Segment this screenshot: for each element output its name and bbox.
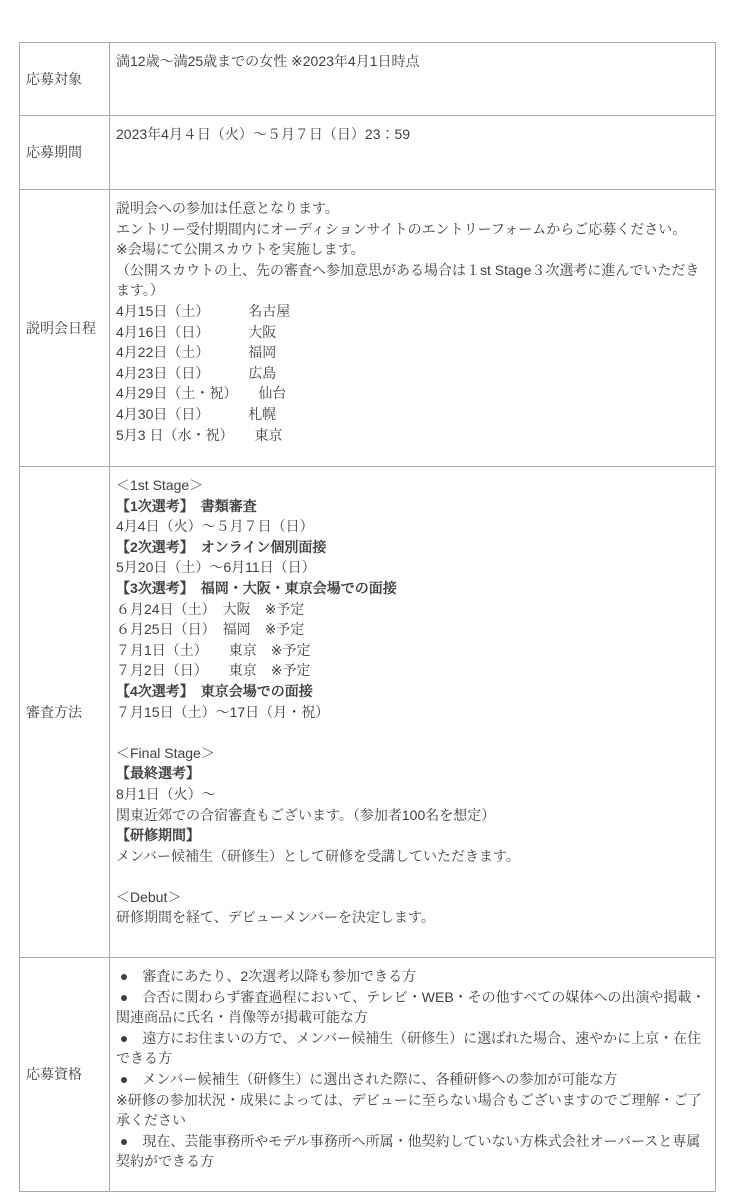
table-row xyxy=(20,958,716,1192)
content-line: ７月2日（日） 東京 ※予定 xyxy=(116,662,311,679)
row-content xyxy=(110,116,716,190)
content-line: 4月22日（土） 福岡 xyxy=(116,344,277,361)
content-line: ７月15日（土）～17日（月・祝） xyxy=(116,703,330,720)
content-line: 4月29日（土・祝） 仙台 xyxy=(116,385,287,402)
content-line: ６月24日（土） 大阪 ※予定 xyxy=(116,600,305,617)
row-label: 応募期間 xyxy=(20,116,110,190)
content-line: ６月25日（日） 福岡 ※予定 xyxy=(116,621,305,638)
content-line xyxy=(116,866,709,887)
content-line: 5月20日（土）～6月11日（日） xyxy=(116,559,316,576)
content-heading-line: 【3次選考】 福岡・大阪・東京会場での面接 xyxy=(116,579,397,596)
table-row xyxy=(20,116,716,190)
content-line xyxy=(116,722,709,743)
table-row xyxy=(20,190,716,467)
content-line: ＜1st Stage＞ xyxy=(116,477,204,493)
content-line: メンバー候補生（研修生）として研修を受講していただきます。 xyxy=(116,847,520,864)
content-line: 2023年4月４日（火）～５月７日（日）23：59 xyxy=(116,126,411,142)
row-content xyxy=(110,958,716,1192)
content-line: 関東近郊での合宿審査もございます。（参加者100名を想定） xyxy=(116,806,496,823)
content-line: ※研修の参加状況・成果によっては、デビューに至らない場合もございますのでご理解・ご了承ください xyxy=(116,1091,702,1129)
row-content xyxy=(110,467,716,958)
content-line: 8月1日（火）～ xyxy=(116,785,216,802)
row-label: 応募資格 xyxy=(20,958,110,1192)
content-line: ● 審査にあたり、2次選考以降も参加できる方 xyxy=(116,968,417,984)
content-line: 4月23日（日） 広島 xyxy=(116,364,277,381)
row-label: 説明会日程 xyxy=(20,190,110,467)
content-line: 満12歳～満25歳までの女性 ※2023年4月1日時点 xyxy=(116,53,420,69)
content-line: ７月1日（土） 東京 ※予定 xyxy=(116,641,311,658)
content-line: 説明会への参加は任意となります。 xyxy=(116,200,339,216)
content-line: ＜Debut＞ xyxy=(116,888,182,905)
row-content xyxy=(110,43,716,116)
row-label: 審査方法 xyxy=(20,467,110,958)
content-heading-line: 【1次選考】 書類審査 xyxy=(116,497,257,514)
row-label: 応募対象 xyxy=(20,43,110,116)
table-body xyxy=(20,43,716,1192)
content-line: ● 現在、芸能事務所やモデル事務所へ所属・他契約していない方株式会社オーバースと専属契約ができる方 xyxy=(116,1132,701,1170)
content-heading-line: 【研修期間】 xyxy=(116,827,200,844)
content-line: ＜Final Stage＞ xyxy=(116,744,215,761)
content-line: ● 合否に関わらず審査過程において、テレビ・WEB・その他すべての媒体への出演や掲載・関連商品に氏名・肖像等が掲載可能な方 xyxy=(116,988,706,1026)
row-content xyxy=(110,190,716,467)
content-line: 4月16日（日） 大阪 xyxy=(116,323,277,340)
content-line: ● メンバー候補生（研修生）に選出された際に、各種研修への参加が可能な方 xyxy=(116,1070,618,1087)
content-heading-line: 【2次選考】 オンライン個別面接 xyxy=(116,538,327,555)
audition-info-table xyxy=(19,42,716,1192)
table-row xyxy=(20,467,716,958)
content-line: エントリー受付期間内にオーディションサイトのエントリーフォームからご応募ください。 xyxy=(116,220,687,237)
content-line: （公開スカウトの上、先の審査へ参加意思がある場合は１st Stage３次選考に進んでいただきます。） xyxy=(116,261,700,299)
content-line: 4月15日（土） 名古屋 xyxy=(116,302,291,319)
content-line: 5月3 日（水・祝） 東京 xyxy=(116,426,283,443)
content-line: 研修期間を経て、デビューメンバーを決定します。 xyxy=(116,909,435,926)
content-heading-line: 【4次選考】 東京会場での面接 xyxy=(116,682,313,699)
table-row xyxy=(20,43,716,116)
content-line: 4月4日（火）～５月７日（日） xyxy=(116,518,314,535)
content-line: ※会場にて公開スカウトを実施します。 xyxy=(116,241,365,258)
content-line: 4月30日（日） 札幌 xyxy=(116,405,277,422)
content-line: ● 遠方にお住まいの方で、メンバー候補生（研修生）に選ばれた場合、速やかに上京・在住できる方 xyxy=(116,1029,702,1067)
content-heading-line: 【最終選考】 xyxy=(116,765,200,782)
